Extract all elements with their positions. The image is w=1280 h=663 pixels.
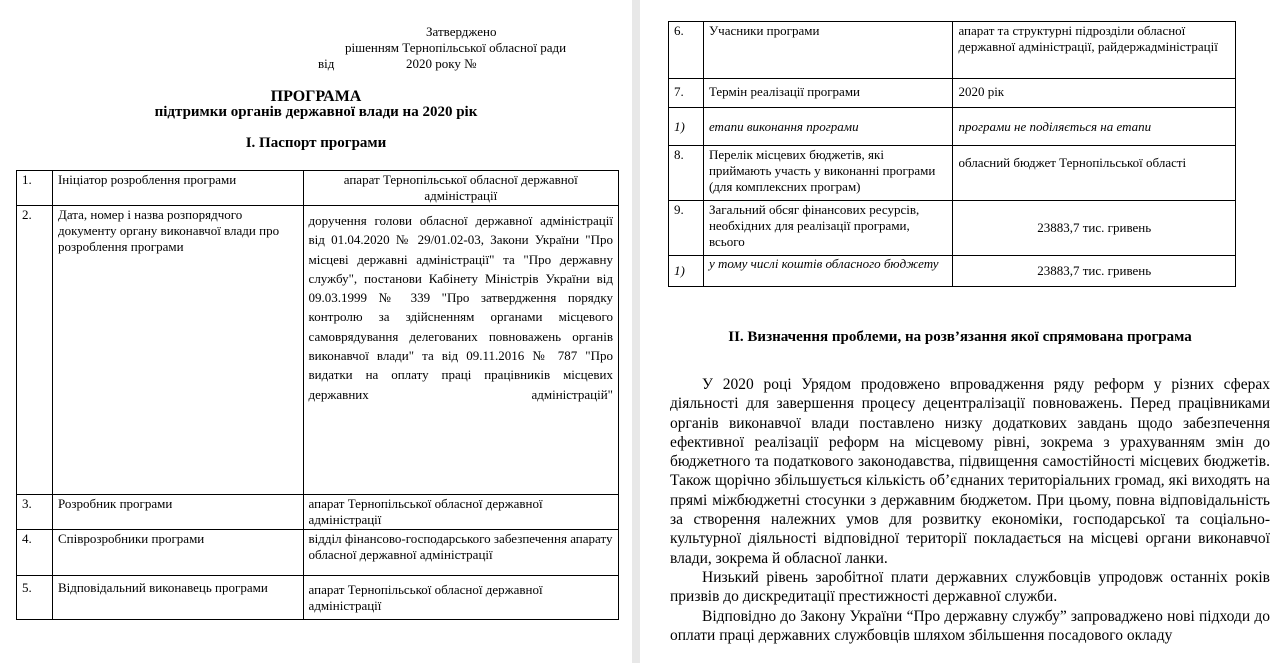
row-value: 23883,7 тис. гривень [953,256,1236,287]
approval-date-prefix: від [318,56,335,71]
row-label: Загальний обсяг фінансових ресурсів, необхідних для реалізації програми, всього [703,201,952,256]
row-value: 23883,7 тис. гривень [953,201,1236,256]
table-row [669,256,1236,287]
table-row [17,576,619,620]
row-number: 6. [669,22,704,79]
passport-table-left [16,170,619,620]
approval-date-suffix: 2020 року № [406,56,477,71]
approval-line-2: рішенням Тернопільської обласної ради [345,40,567,55]
row-label: Перелік місцевих бюджетів, які приймають участь у виконанні програми (для комплексних програм) [703,146,952,201]
row-value: доручення голови обласної державної адміністрації від 01.04.2020 № 29/01.02-03, Закони України "Про місцеві державні адміністрації" та "Про державну службу", постанови Кабінету Міністрів України від 09.03.1999 № 339 "Про затвердження порядку контролю за здійсненням органами місцевого самоврядування делегованих повноважень органів виконавчої влади" та від 09.11.2016 № 787 "Про видатки на оплату праці працівників місцевих державних адміністрацій" [303,206,618,495]
row-value: апарат Тернопільської обласної державної адміністрації [303,576,618,620]
row-label: Розробник програми [52,495,303,530]
row-number: 1) [669,256,704,287]
row-label: Учасники програми [703,22,952,79]
section-1-heading: I. Паспорт програми [245,135,387,151]
row-number: 1) [669,108,704,146]
table-row [669,22,1236,79]
row-label: Термін реалізації програми [703,79,952,108]
row-label: у тому числі коштів обласного бюджету [703,256,952,287]
row-number: 4. [17,530,53,576]
row-value: апарат та структурні підрозділи обласної державної адміністрації, райдержадміністрації [953,22,1236,79]
approval-line-1: Затверджено [426,24,497,39]
table-row [669,79,1236,108]
row-number: 2. [17,206,53,495]
row-value: відділ фінансово-господарського забезпечення апарату обласної державної адміністрації [303,530,618,576]
paragraph: Відповідно до Закону України “Про державну службу” запроваджено нові підходи до оплати праці державних службовців шляхом збільшення посадового окладу [670,607,1270,644]
table-row [669,146,1236,201]
row-label: Дата, номер і назва розпорядчого документу органу виконавчої влади про розроблення програми [52,206,303,495]
row-value: 2020 рік [953,79,1236,108]
table-row [17,171,619,206]
row-label: Відповідальний виконавець програми [52,576,303,620]
program-subtitle: підтримки органів державної влади на 2020 рік [154,104,478,120]
row-number: 7. [669,79,704,108]
table-row [669,108,1236,146]
row-value: апарат Тернопільської обласної державної адміністрації [303,495,618,530]
row-value: апарат Тернопільської обласної державної адміністрації [303,171,618,206]
row-number: 3. [17,495,53,530]
row-label: Співрозробники програми [52,530,303,576]
row-label: етапи виконання програми [703,108,952,146]
row-value: обласний бюджет Тернопільської області [953,146,1236,201]
table-row [17,530,619,576]
row-label: Ініціатор розроблення програми [52,171,303,206]
section-2-body [670,375,1270,645]
paragraph: У 2020 році Урядом продовжено впровадження ряду реформ у різних сферах діяльності для завершення процесу децентралізації повноважень. Перед працівниками органів виконавчої влади поставлено низку додаткових завдань щодо забезпечення ефективної реалізації реформ на місцевому рівні, зокрема з урахуванням змін до бюджетного та податкового законодавства, підвищення самостійності місцевих бюджетів. Також щорічно збільшується кількість об’єднаних територіальних громад, які виходять на прямі міжбюджетні стосунки з державним бюджетом. При цьому, повна відповідальність за створення належних умов для розвитку економіки, господарської та соціально-культурної діяльності відповідної території покладається на місцеві органи виконавчої влади, зокрема й обласної ланки. [670,376,1270,567]
row-number: 8. [669,146,704,201]
table-row [669,201,1236,256]
row-number: 1. [17,171,53,206]
table-row [17,495,619,530]
row-number: 9. [669,201,704,256]
row-number: 5. [17,576,53,620]
program-title: ПРОГРАМА [270,88,362,105]
table-row [17,206,619,495]
passport-table-right [668,21,1236,287]
row-value: програми не поділяється на етапи [953,108,1236,146]
section-2-heading: II. Визначення проблеми, на розв’язання якої спрямована програма [728,329,1192,345]
paragraph: Низький рівень заробітної плати державних службовців упродовж останніх років призвів до дискредитації престижності державної служби. [670,568,1270,606]
